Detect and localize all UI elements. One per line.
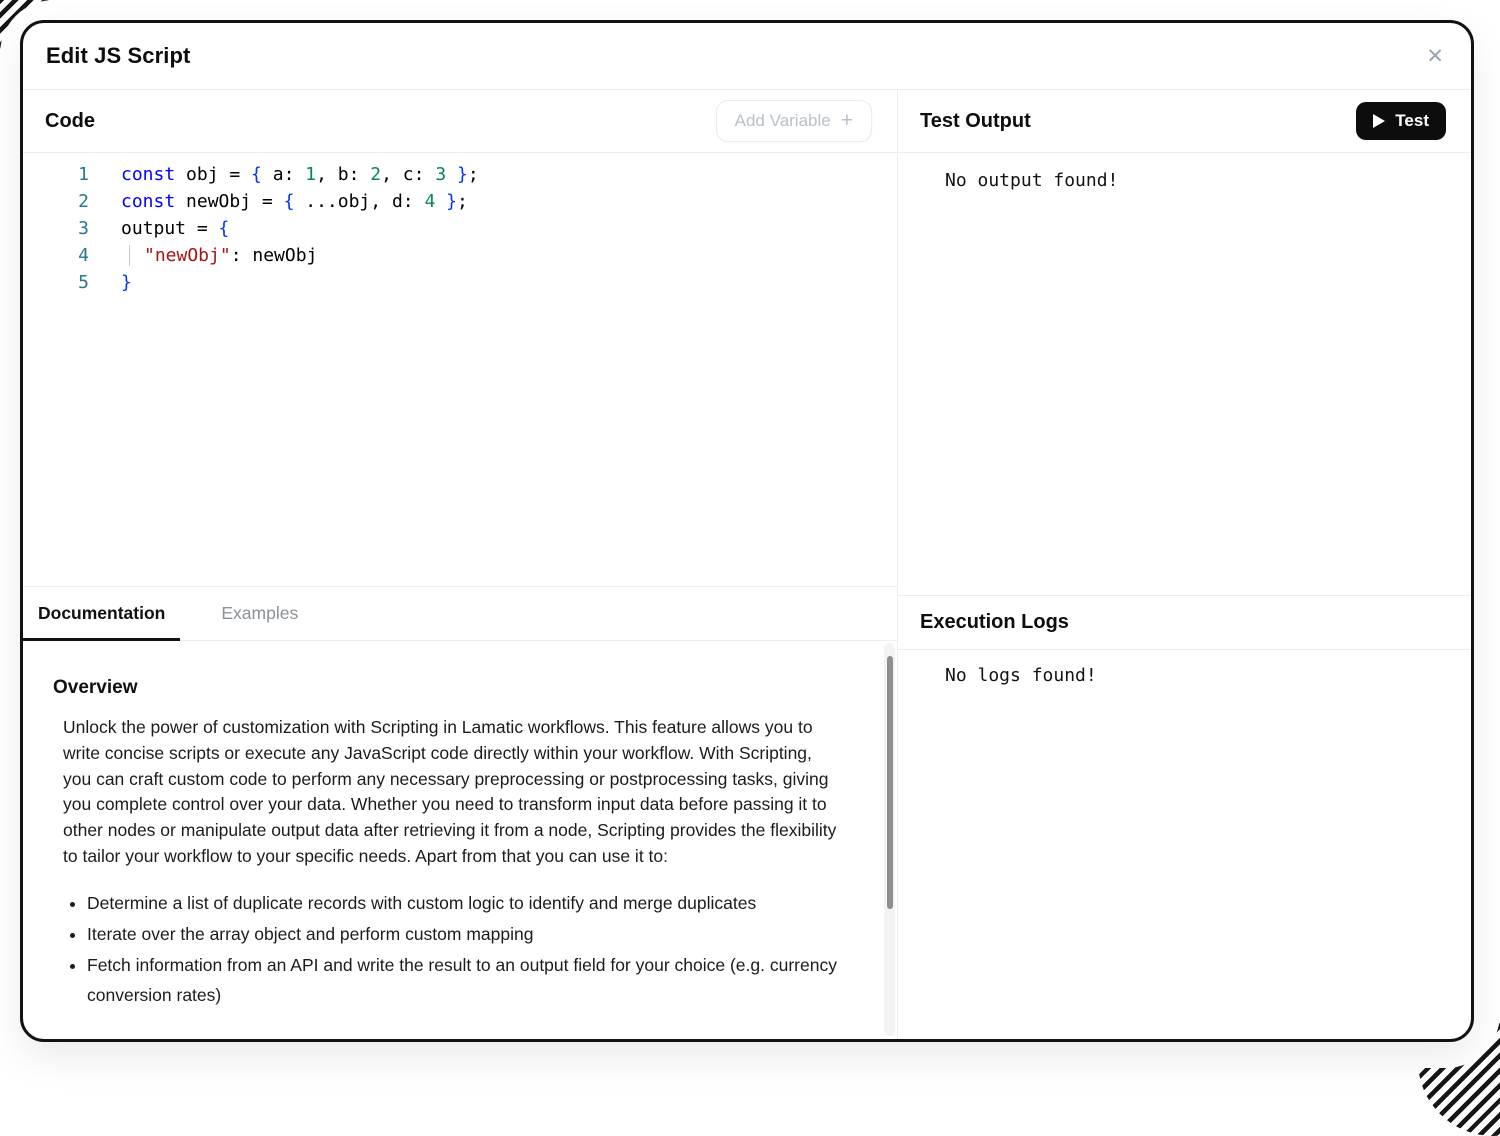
modal-body <box>23 90 1471 1039</box>
play-icon <box>1373 114 1385 128</box>
code-line <box>23 188 897 215</box>
code-text: "newObj": newObj <box>89 242 317 269</box>
code-line <box>23 242 897 269</box>
line-number: 3 <box>78 218 89 239</box>
docs-scrollbar-thumb[interactable] <box>887 656 893 909</box>
edit-js-script-modal <box>20 20 1474 1042</box>
overview-bullet-list <box>67 888 837 1010</box>
add-variable-button[interactable] <box>716 100 872 142</box>
docs-tabs <box>23 586 897 641</box>
indent-guide <box>129 245 144 266</box>
line-number: 2 <box>78 191 89 212</box>
bullet-item: • Iterate over the array object and perform custom mapping <box>87 919 837 949</box>
code-text: const obj = { a: 1, b: 2, c: 3 }; <box>121 164 479 185</box>
code-text: output = { <box>121 218 230 239</box>
line-number: 1 <box>78 164 89 185</box>
test-output-area <box>898 153 1471 595</box>
code-panel-header <box>23 90 897 153</box>
test-button[interactable] <box>1356 102 1446 140</box>
code-line <box>23 161 897 188</box>
plus-icon: + <box>840 109 853 132</box>
code-text: } <box>121 272 132 293</box>
bullet-item: • Determine a list of duplicate records with custom logic to identify and merge duplicates <box>87 888 837 918</box>
close-icon[interactable]: ✕ <box>1426 44 1444 68</box>
overview-paragraph: Unlock the power of customization with Scripting in Lamatic workflows. This feature allows you to write concise scripts or execute any JavaScript code directly within your workflow. With Scripting, you can craft custom code to perform any necessary preprocessing or postprocessing tasks, giving you complete control over your data. Whether you need to transform input data before passing it to other nodes or manipulate output data after retrieving it from a node, Scripting provides the flexibility to tailor your workflow to your specific needs. Apart from that you can use it to: <box>63 717 837 866</box>
code-text: const newObj = { ...obj, d: 4 }; <box>121 191 468 212</box>
code-line <box>23 269 897 296</box>
test-output-heading: Test Output <box>920 109 1031 132</box>
no-logs-text: No logs found! <box>945 665 1097 686</box>
modal-title: Edit JS Script <box>46 43 191 68</box>
tab-examples[interactable]: Examples <box>221 603 299 623</box>
bullet-item: • Fetch information from an API and write the result to an output field for your choice (e.g. currency conversion rates) <box>87 950 837 1010</box>
overview-heading: Overview <box>53 677 138 698</box>
documentation-content <box>23 641 897 1039</box>
execution-logs-header <box>898 595 1471 650</box>
docs-scrollbar-track[interactable] <box>884 643 895 1036</box>
test-output-panel <box>898 90 1471 1039</box>
code-editor[interactable] <box>23 153 897 586</box>
line-number: 4 <box>78 245 89 266</box>
execution-logs-area <box>898 650 1471 1039</box>
line-number: 5 <box>78 272 89 293</box>
code-panel <box>23 90 898 1039</box>
test-output-header <box>898 90 1471 153</box>
no-output-text: No output found! <box>945 170 1119 191</box>
modal-header <box>23 23 1471 90</box>
test-button-label: Test <box>1395 111 1429 130</box>
add-variable-label: Add Variable <box>734 111 831 130</box>
code-heading: Code <box>45 109 95 132</box>
execution-logs-heading: Execution Logs <box>920 611 1069 633</box>
code-line <box>23 215 897 242</box>
tab-documentation[interactable]: Documentation <box>23 587 180 640</box>
